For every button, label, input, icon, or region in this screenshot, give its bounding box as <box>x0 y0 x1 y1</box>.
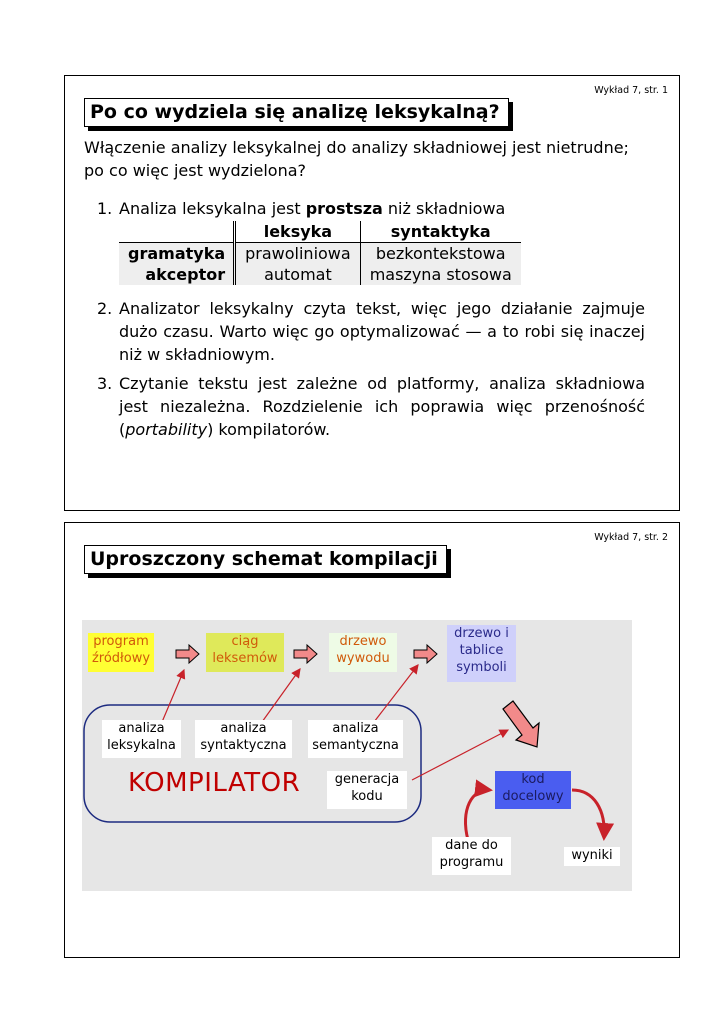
box-label: semantyczna <box>312 738 399 753</box>
table-header-cell: leksyka <box>235 221 361 243</box>
slide-2 <box>64 522 680 958</box>
box-label: analiza <box>118 721 165 736</box>
page-label: Wykład 7, str. 2 <box>594 532 668 543</box>
table-row <box>119 264 521 285</box>
curved-arrow-output-icon <box>572 790 604 838</box>
arrow-syn-icon <box>262 669 300 722</box>
box-label: leksemów <box>212 651 278 666</box>
block-arrow-down-icon <box>503 701 539 747</box>
target-code-box <box>495 771 571 809</box>
semantic-analysis-box <box>308 720 403 758</box>
arrow-sem-icon <box>374 665 418 722</box>
table-cell: bezkontekstowa <box>375 244 506 263</box>
table-cell: automat <box>235 264 361 285</box>
item-text: niż składniowa <box>382 199 506 218</box>
box-label: docelowy <box>502 789 564 804</box>
box-label: drzewo <box>339 634 387 649</box>
box-label: ciąg <box>231 634 259 649</box>
comparison-table <box>119 221 521 285</box>
parse-tree-box <box>329 633 397 672</box>
compilation-diagram <box>82 620 632 891</box>
page-label: Wykład 7, str. 1 <box>594 85 668 96</box>
box-label: kod <box>521 772 545 787</box>
item-text: ) kompilatorów. <box>207 420 331 439</box>
slide-title: Po co wydziela się analizę leksykalną? <box>84 98 509 127</box>
table-row-header: akceptor <box>119 264 235 285</box>
item-text: Analiza leksykalna jest <box>119 199 306 218</box>
block-arrow-icon <box>294 645 317 663</box>
list-item-3 <box>97 372 645 441</box>
item-italic-text: portability <box>125 420 208 439</box>
box-label: analiza <box>332 721 379 736</box>
box-label: analiza <box>220 721 267 736</box>
code-generation-box <box>327 771 407 809</box>
box-label: dane do <box>445 838 498 853</box>
curved-arrow-input-icon <box>465 790 490 840</box>
slide-title: Uproszczony schemat kompilacji <box>84 545 447 574</box>
results-box <box>564 847 620 866</box>
box-label: źródłowy <box>91 651 151 666</box>
table-header-row <box>119 221 521 243</box>
item-bold-text: prostsza <box>305 199 383 218</box>
table-row-header: gramatyka <box>119 243 235 265</box>
box-label: drzewo i <box>454 626 509 641</box>
tree-symbol-tables-box <box>447 625 516 682</box>
box-label: generacja <box>334 772 400 787</box>
compiler-label: KOMPILATOR <box>128 768 301 798</box>
table-header-cell: syntaktyka <box>390 222 491 241</box>
item-text: Analizator leksykalny czyta tekst, więc jego działanie zajmuje dużo czasu. Warto więc go optymalizować — a to robi się inaczej niż w składniowym. <box>119 299 645 364</box>
table-header-cell <box>119 221 235 243</box>
box-label: symboli <box>456 660 507 675</box>
arrow-gen-icon <box>412 730 508 780</box>
list-item-2 <box>97 297 645 366</box>
slide-1 <box>64 75 680 511</box>
box-label: leksykalna <box>107 738 176 753</box>
syntax-analysis-box <box>195 720 292 758</box>
box-label: tablice <box>459 643 504 658</box>
program-input-box <box>432 837 511 875</box>
block-arrow-icon <box>414 645 437 663</box>
table-row <box>119 243 521 265</box>
lexical-analysis-box <box>102 720 181 758</box>
lexeme-stream-box <box>206 633 284 672</box>
program-source-box <box>88 633 154 672</box>
box-label: kodu <box>351 789 383 804</box>
box-label: syntaktyczna <box>200 738 287 753</box>
item-text: Czytanie tekstu jest zależne od platformy, analiza składniowa jest niezależna. Rozdzielenie ich poprawia więc przenośność ( <box>119 374 645 439</box>
table-cell: maszyna stosowa <box>369 265 512 284</box>
box-label: program <box>93 634 149 649</box>
block-arrow-icon <box>176 645 199 663</box>
list-item-1 <box>97 197 645 220</box>
table-cell: prawoliniowa <box>235 243 361 265</box>
arrow-lex-icon <box>162 670 184 722</box>
box-label: programu <box>439 855 504 870</box>
intro-paragraph: Włączenie analizy leksykalnej do analizy składniowej jest nietrudne; po co więc jest wydzielona? <box>84 138 629 180</box>
list-number: 2. <box>97 299 113 318</box>
box-label: wyniki <box>571 848 613 863</box>
box-label: wywodu <box>336 651 390 666</box>
list-number: 1. <box>97 199 113 218</box>
list-number: 3. <box>97 374 113 393</box>
